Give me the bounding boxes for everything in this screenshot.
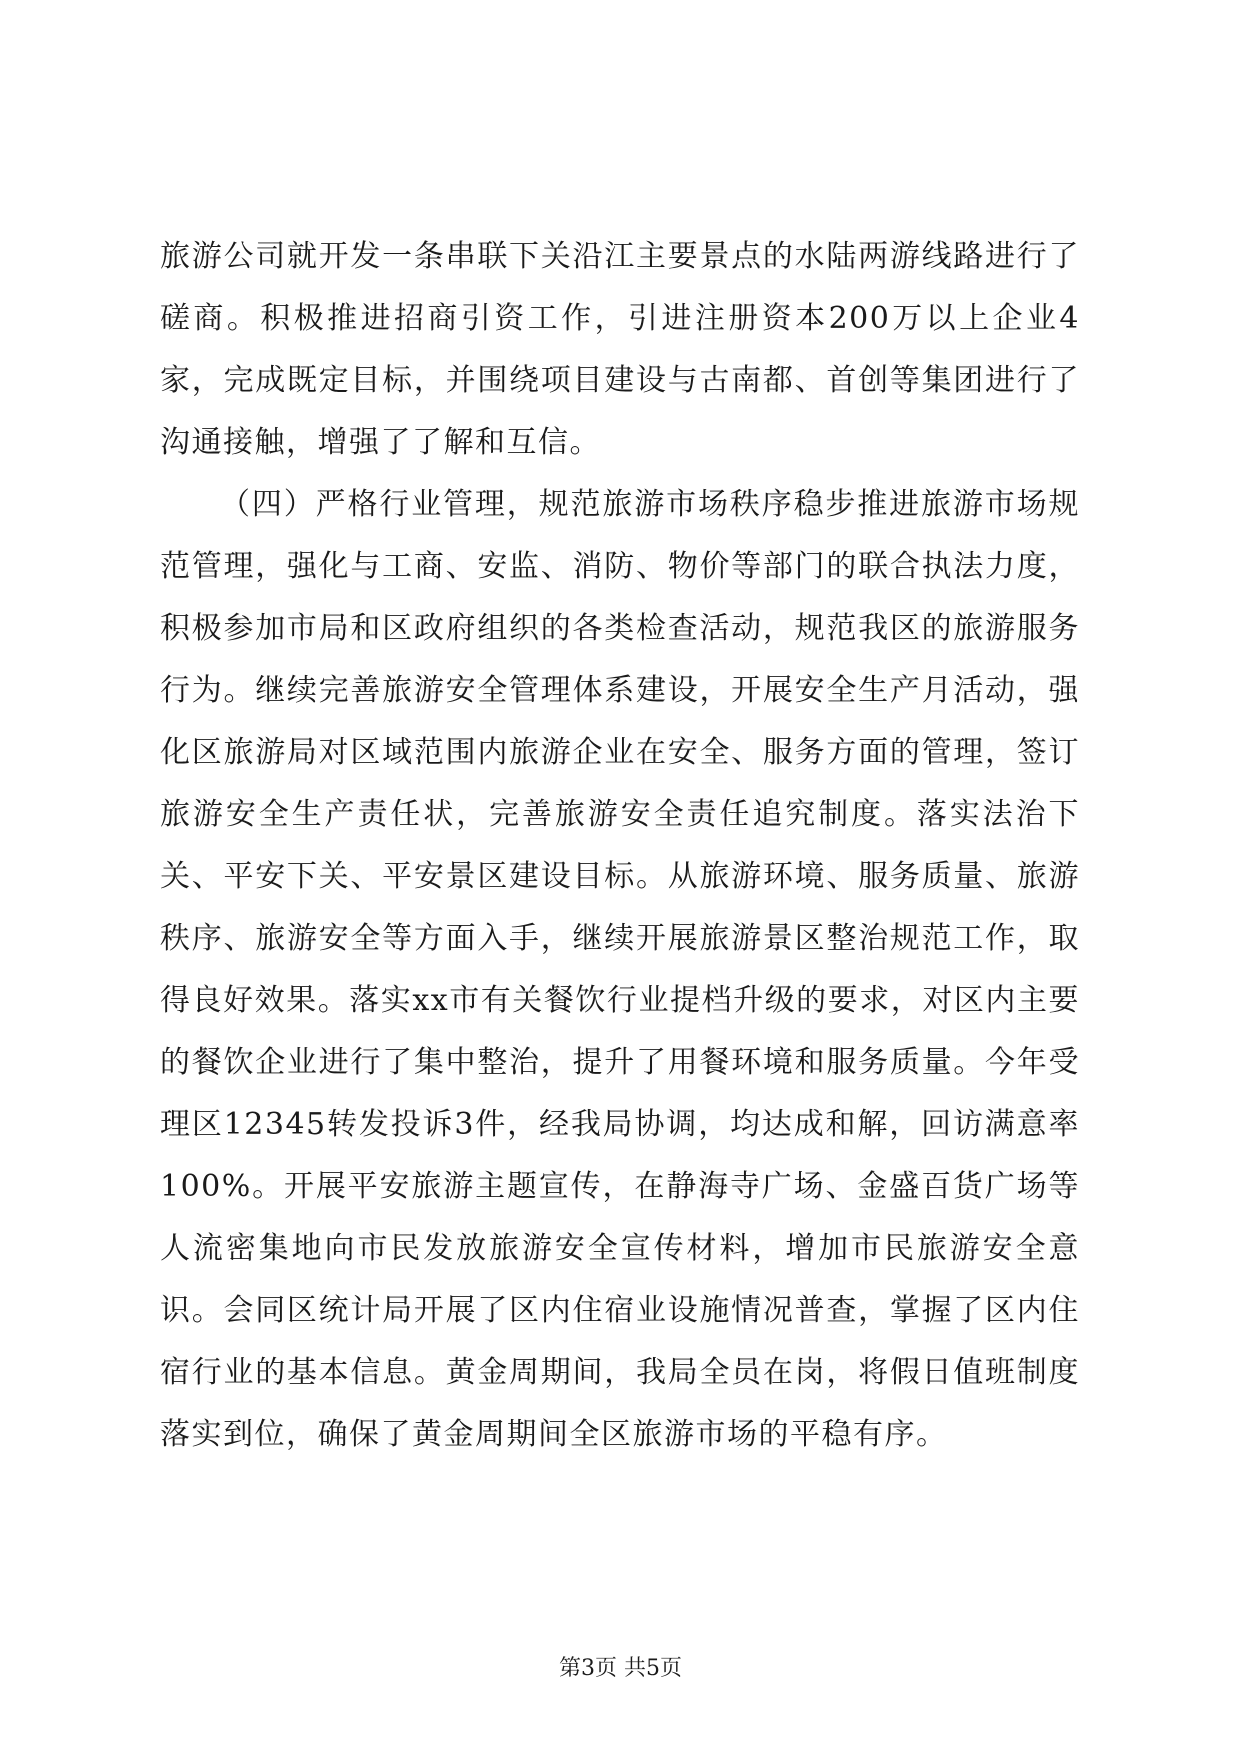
paragraph-investment: 旅游公司就开发一条串联下关沿江主要景点的水陆两游线路进行了磋商。积极推进招商引资工作，引进注册资本200万以上企业4家，完成既定目标，并围绕项目建设与古南都、首创等集团进行了沟通接触，增强了了解和互信。 [160, 239, 1080, 460]
document-body [160, 226, 1080, 1466]
paragraph-industry-management: （四）严格行业管理，规范旅游市场秩序稳步推进旅游市场规范管理，强化与工商、安监、消防、物价等部门的联合执法力度，积极参加市局和区政府组织的各类检查活动，规范我区的旅游服务行为。继续完善旅游安全管理体系建设，开展安全生产月活动，强化区旅游局对区域范围内旅游企业在安全、服务方面的管理，签订旅游安全生产责任状，完善旅游安全责任追究制度。落实法治下关、平安下关、平安景区建设目标。从旅游环境、服务质量、旅游秩序、旅游安全等方面入手，继续开展旅游景区整治规范工作，取得良好效果。落实xx市有关餐饮行业提档升级的要求，对区内主要的餐饮企业进行了集中整治，提升了用餐环境和服务质量。今年受理区12345转发投诉3件，经我局协调，均达成和解，回访满意率100%。开展平安旅游主题宣传，在静海寺广场、金盛百货广场等人流密集地向市民发放旅游安全宣传材料，增加市民旅游安全意识。会同区统计局开展了区内住宿业设施情况普查，掌握了区内住宿行业的基本信息。黄金周期间，我局全员在岗，将假日值班制度落实到位，确保了黄金周期间全区旅游市场的平稳有序。 [160, 487, 1080, 1452]
page-number-footer: 第3页 共5页 [559, 1656, 682, 1681]
